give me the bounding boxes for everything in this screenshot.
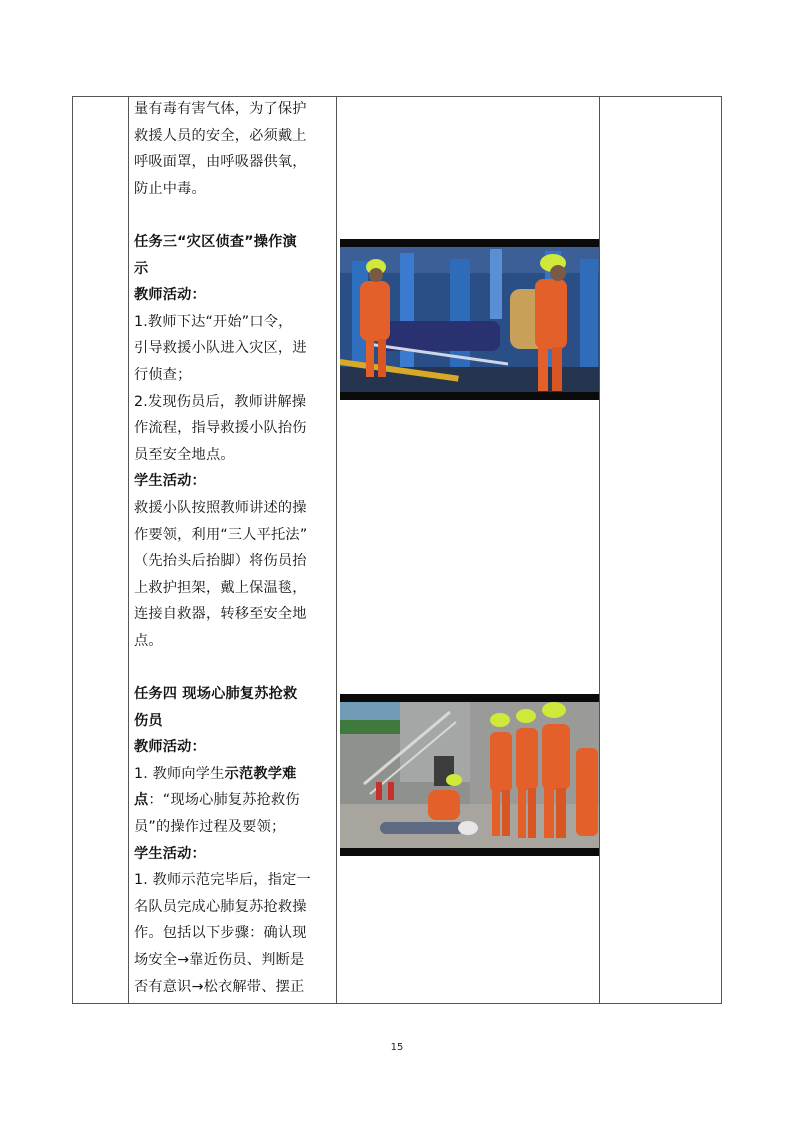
- text-line: 1. 教师示范完毕后，指定一: [134, 872, 311, 889]
- photo-stretcher-rescue-graphic: [340, 239, 599, 400]
- task3-title: 任务三“灾区侦查”操作演: [134, 233, 297, 250]
- text-line: 点。: [134, 632, 163, 649]
- task4-teacher-label: 教师活动：: [134, 739, 206, 756]
- text-line: 量有毒有害气体，为了保护: [134, 101, 307, 117]
- text-line: 作。包括以下步骤：确认现: [134, 925, 307, 942]
- text-line: [134, 761, 338, 788]
- task4-title-cont: 伤员: [134, 712, 163, 729]
- task4-student-label: 学生活动：: [134, 845, 206, 862]
- text-line: 否有意识→松衣解带、摆正: [134, 978, 305, 995]
- text-line: 员”的操作过程及要领；: [134, 819, 286, 836]
- text-line: 连接自救器，转移至安全地: [134, 606, 307, 623]
- task3-title-cont: 示: [134, 260, 149, 277]
- table-left-border: [72, 96, 73, 1004]
- photo-stretcher-rescue: [340, 239, 599, 400]
- text-line: 防止中毒。: [134, 180, 206, 197]
- task4-title: 任务四 现场心肺复苏抢救: [134, 686, 298, 703]
- text-span: ：“现场心肺复苏抢救伤: [148, 792, 300, 809]
- text-line: 救援小队按照教师讲述的操: [134, 499, 307, 516]
- text-line: 场安全→靠近伤员、判断是: [134, 952, 305, 968]
- text-line: 引导救援小队进入灾区，进: [134, 340, 307, 357]
- table-bottom-border: [72, 1003, 722, 1004]
- activity-text-cell: [132, 96, 338, 1000]
- task3-student-label: 学生活动：: [134, 473, 206, 490]
- page-number: 15: [390, 1042, 404, 1053]
- text-line: 1.教师下达“开始”口令，: [134, 313, 293, 330]
- text-line: 名队员完成心肺复苏抢救操: [134, 898, 307, 915]
- task3-teacher-label: 教师活动：: [134, 287, 206, 304]
- photo-cpr-rescue: [340, 694, 599, 856]
- text-line: 行侦查；: [134, 366, 192, 383]
- emphasis-text: 示范教学难: [224, 765, 297, 782]
- text-line: 员至安全地点。: [134, 446, 235, 463]
- text-line: 救援人员的安全，必须戴上: [134, 127, 307, 144]
- text-line: [134, 787, 338, 814]
- table-right-border: [721, 96, 722, 1004]
- text-line: 作要领，利用“三人平托法”: [134, 526, 308, 543]
- lesson-table: [72, 96, 722, 1004]
- text-line: 呼吸面罩，由呼吸器供氧，: [134, 154, 307, 171]
- column-divider-3: [599, 96, 600, 1004]
- text-span: 1. 教师向学生: [134, 765, 225, 782]
- text-line: 上救护担架，戴上保温毯，: [134, 579, 307, 596]
- text-line: 作流程，指导救援小队抬伤: [134, 420, 307, 437]
- emphasis-text: 点: [134, 792, 149, 809]
- text-line: 2.发现伤员后，教师讲解操: [134, 393, 307, 410]
- column-divider-1: [128, 96, 129, 1004]
- photo-cpr-rescue-graphic: [340, 694, 599, 856]
- text-line: （先抬头后抬脚）将伤员抬: [134, 553, 307, 570]
